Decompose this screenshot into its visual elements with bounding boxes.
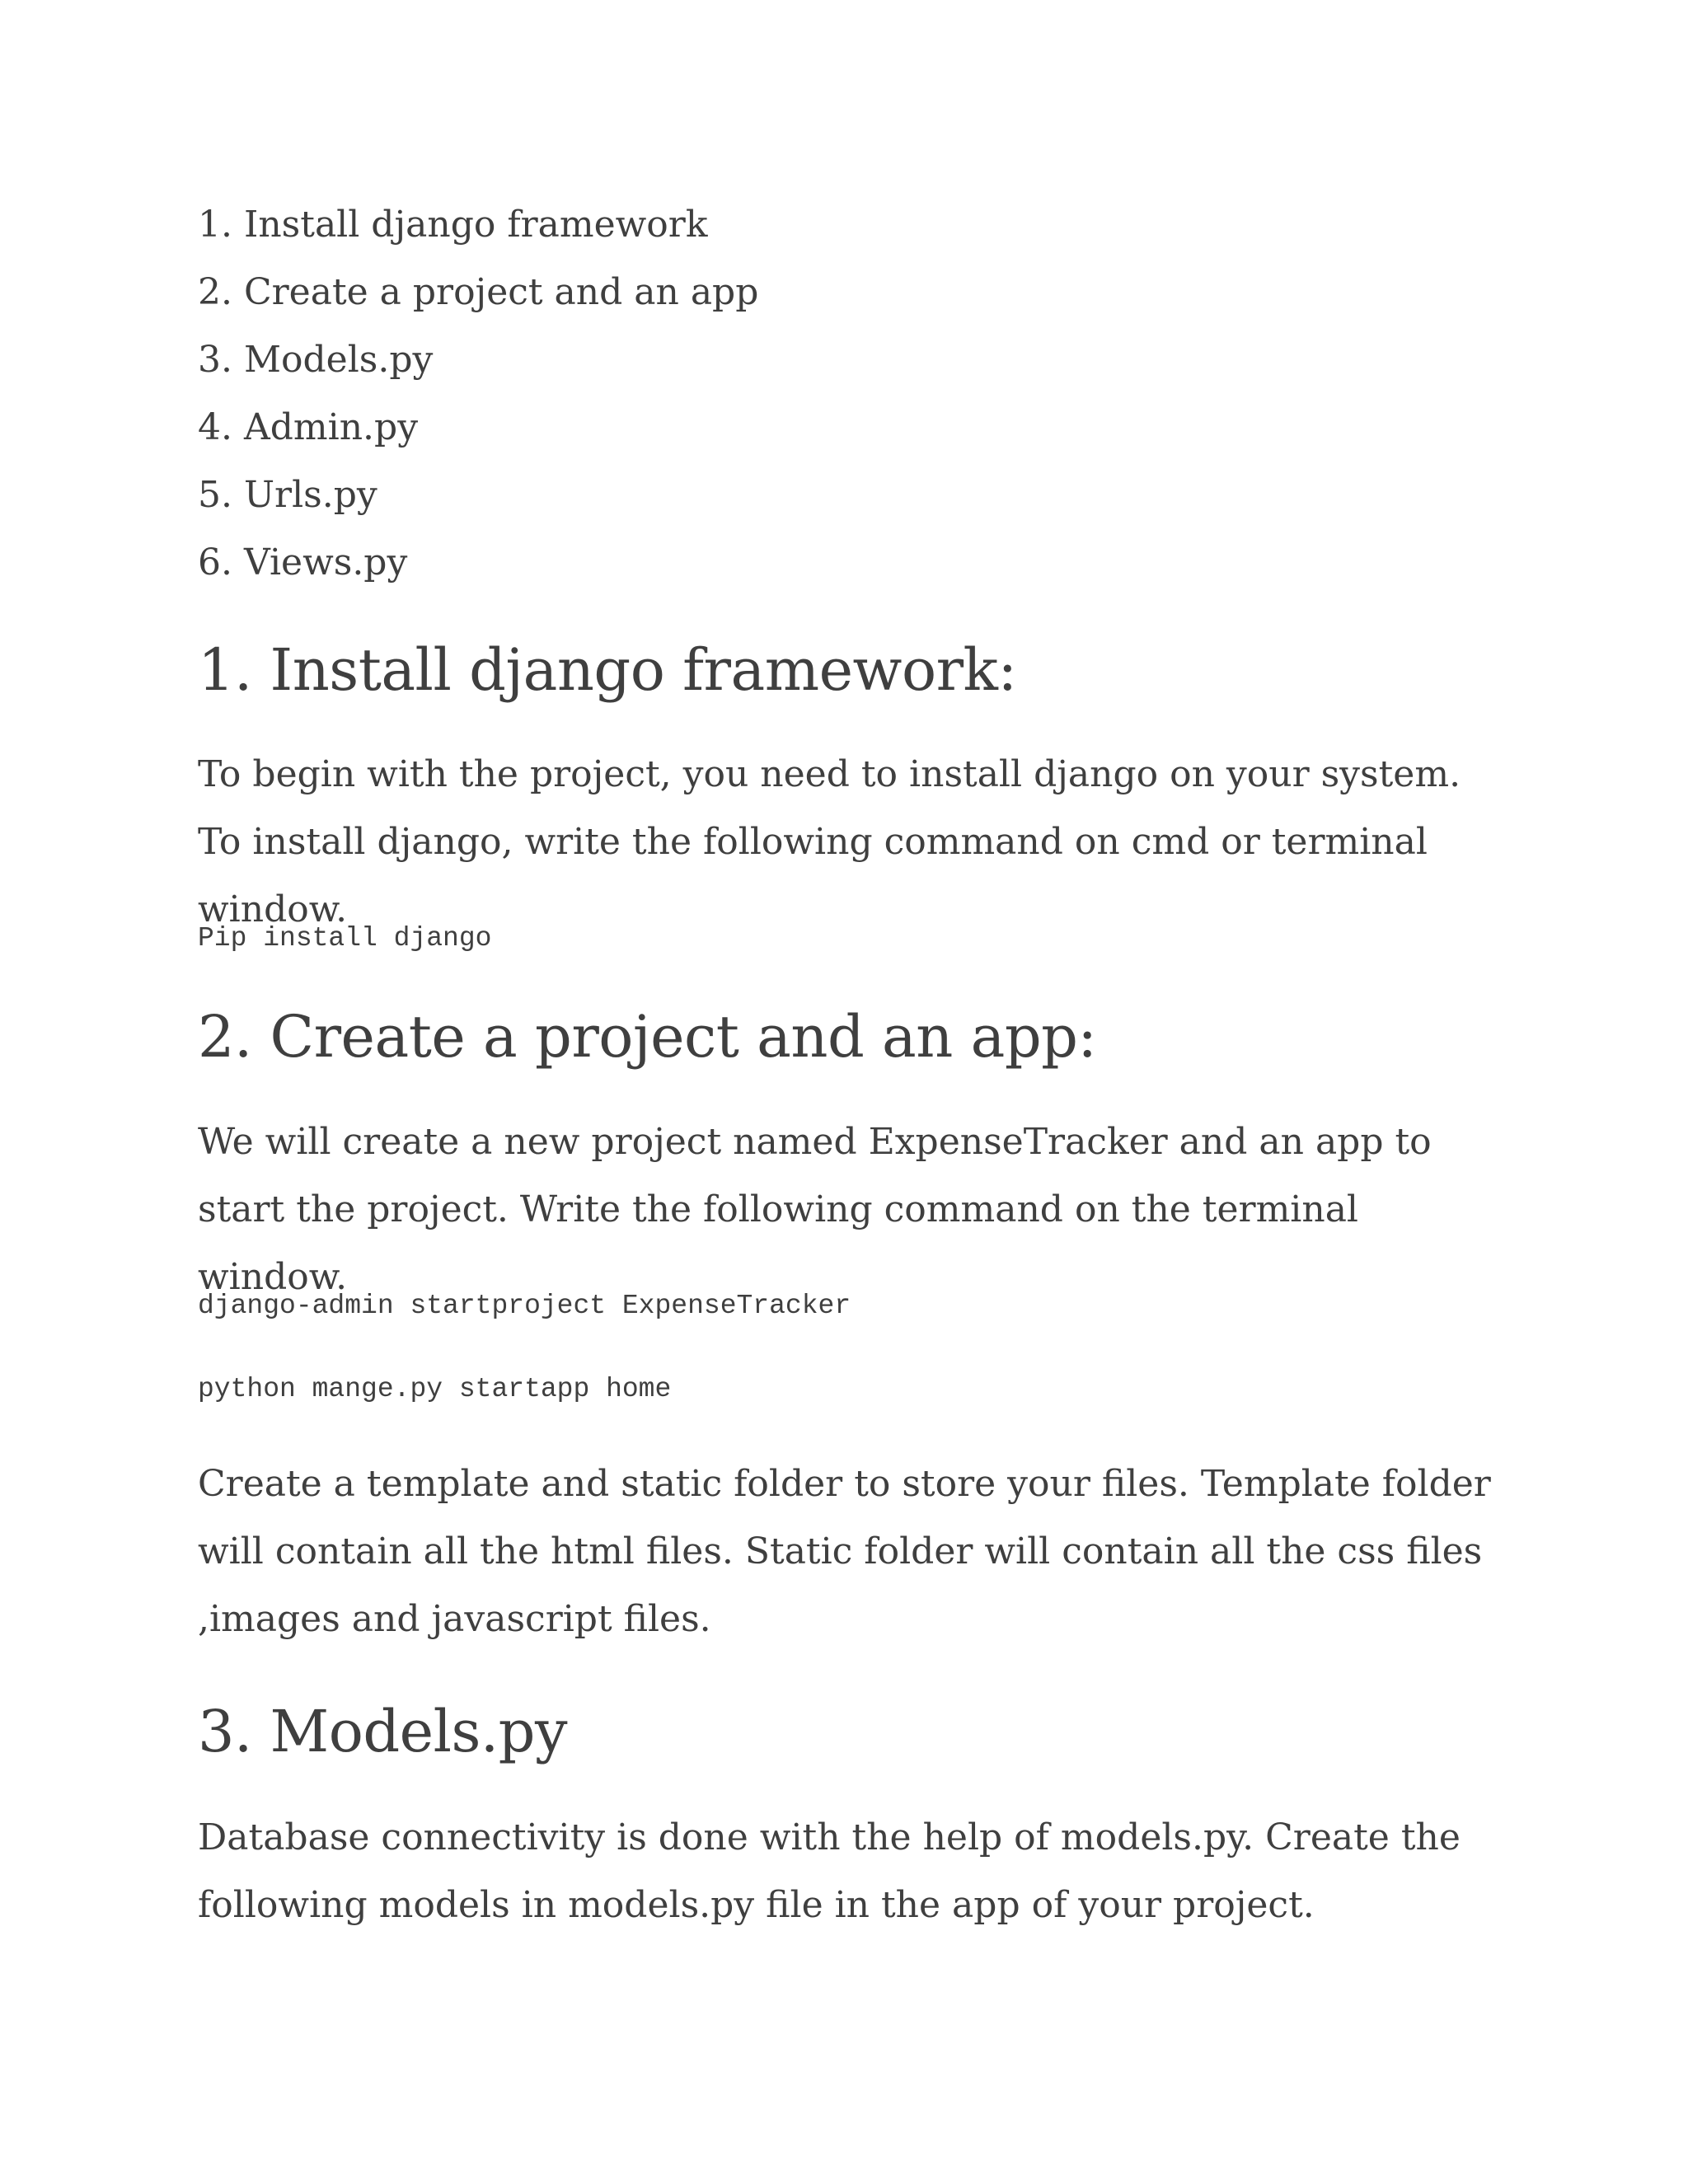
section-heading-install: 1. Install django framework: [198, 636, 1017, 704]
section-paragraph: Create a template and static folder to store your files. Template folder will contain all the html files. Static folder will contain all the css files ,images and javascript files. [198, 1463, 1491, 1640]
table-of-contents [198, 191, 758, 597]
toc-item: 1. Install django framework [198, 204, 708, 246]
code-snippet: Pip install django [198, 923, 492, 954]
code-snippet: python mange.py startapp home [198, 1374, 672, 1404]
section-paragraph: Database connectivity is done with the help of models.py. Create the following models in models.py file in the app of your project. [198, 1816, 1461, 1926]
toc-item: 3. Models.py [198, 339, 434, 381]
toc-item: 2. Create a project and an app [198, 271, 759, 313]
section-paragraph: We will create a new project named ExpenseTracker and an app to start the project. Write the following command on the terminal window. [198, 1121, 1432, 1298]
code-snippet: django-admin startproject ExpenseTracker [198, 1291, 851, 1321]
section-paragraph: To begin with the project, you need to install django on your system. To install django, write the following command on cmd or terminal window. [198, 753, 1461, 930]
toc-item: 6. Views.py [198, 541, 408, 583]
section-heading-models: 3. Models.py [198, 1698, 568, 1765]
section-heading-create-project: 2. Create a project and an app: [198, 1003, 1097, 1071]
toc-item: 4. Admin.py [198, 406, 419, 448]
toc-item: 5. Urls.py [198, 474, 377, 516]
